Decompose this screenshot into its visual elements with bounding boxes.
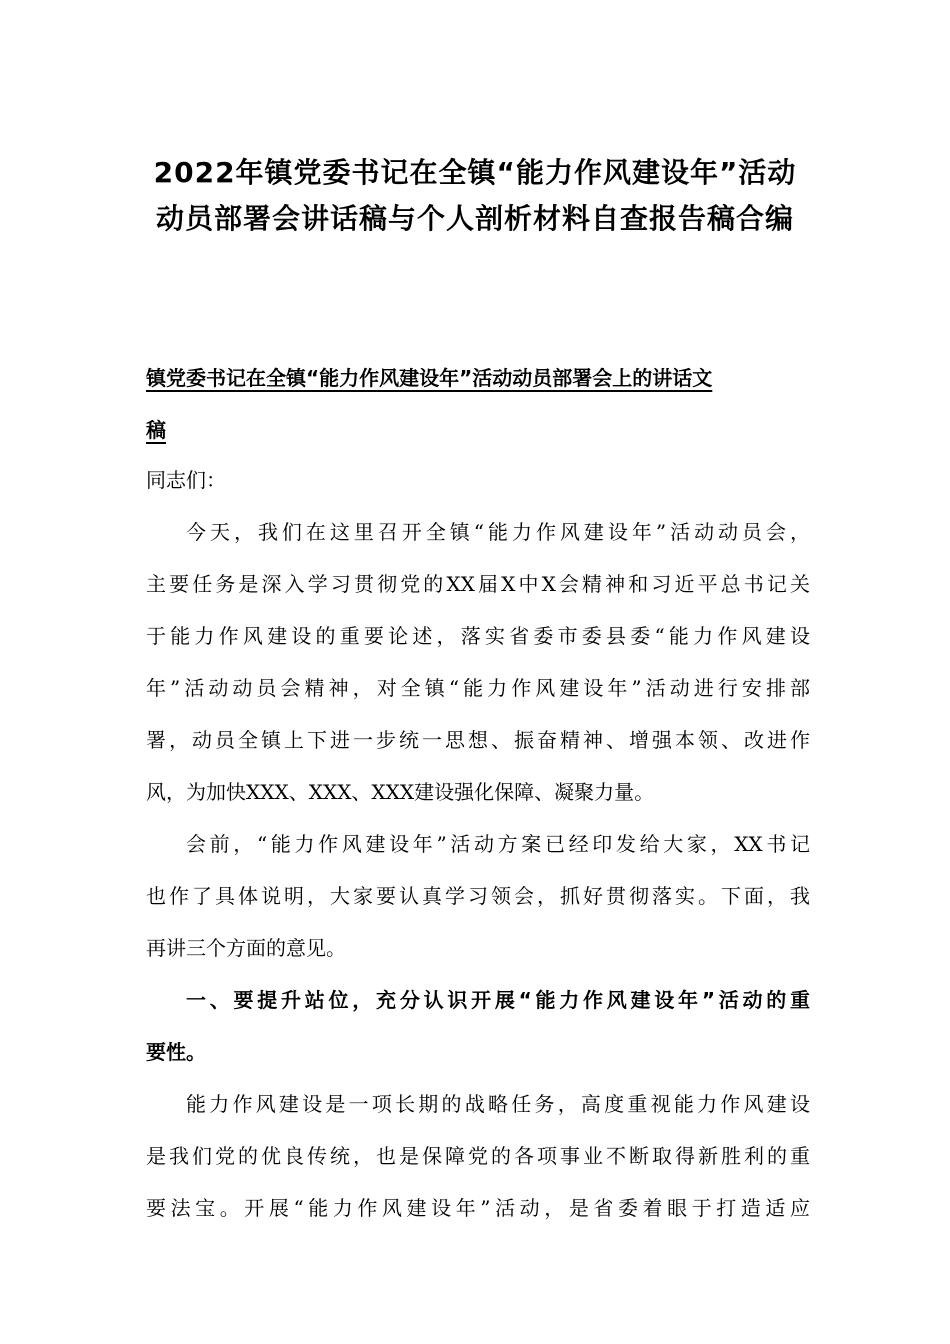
paragraph-line: 于能力作风建设的重要论述，落实省委市委县委“能力作风建设 (146, 624, 810, 648)
paragraph-preface (146, 818, 810, 974)
paragraph-line: 要法宝。开展“能力作风建设年”活动，是省委着眼于打造适应 (146, 1196, 810, 1220)
paragraph-line: 主要任务是深入学习贯彻党的XX届X中X会精神和习近平总书记关 (146, 572, 810, 596)
section-heading-one (146, 974, 810, 1078)
document-title-line: 2022年镇党委书记在全镇“能力作风建设年”活动 (153, 156, 797, 189)
speech-body (146, 454, 810, 1234)
paragraph-line: 能力作风建设是一项长期的战略任务，高度重视能力作风建设 (186, 1092, 810, 1116)
paragraph-line: 会前，“能力作风建设年”活动方案已经印发给大家，XX书记 (186, 832, 810, 856)
document-title (120, 150, 830, 242)
paragraph-line: 今天，我们在这里召开全镇“能力作风建设年”活动动员会， (186, 520, 810, 544)
paragraph-section-one (146, 1078, 810, 1234)
section-heading-line: 要性。 (146, 1040, 206, 1064)
paragraph-line: 是我们党的优良传统，也是保障党的各项事业不断取得新胜利的重 (146, 1144, 810, 1168)
speech-heading-line: 稿 (146, 418, 166, 442)
salutation: 同志们： (146, 468, 226, 492)
section-heading-line: 一、要提升站位，充分认识开展“能力作风建设年”活动的重 (186, 988, 810, 1012)
paragraph-line: 署，动员全镇上下进一步统一思想、振奋精神、增强本领、改进作 (146, 728, 810, 752)
speech-heading-line: 镇党委书记在全镇“能力作风建设年”活动动员部署会上的讲话文 (146, 366, 713, 390)
paragraph-intro (146, 506, 810, 818)
paragraph-line: 年”活动动员会精神，对全镇“能力作风建设年”活动进行安排部 (146, 676, 810, 700)
paragraph-line: 再讲三个方面的意见。 (146, 936, 346, 960)
speech-heading (146, 352, 816, 456)
paragraph-line: 也作了具体说明，大家要认真学习领会，抓好贯彻落实。下面，我 (146, 884, 810, 908)
paragraph-line: 风，为加快XXX、XXX、XXX建设强化保障、凝聚力量。 (146, 780, 655, 804)
document-title-line: 动员部署会讲话稿与个人剖析材料自查报告稿合编 (155, 202, 794, 235)
